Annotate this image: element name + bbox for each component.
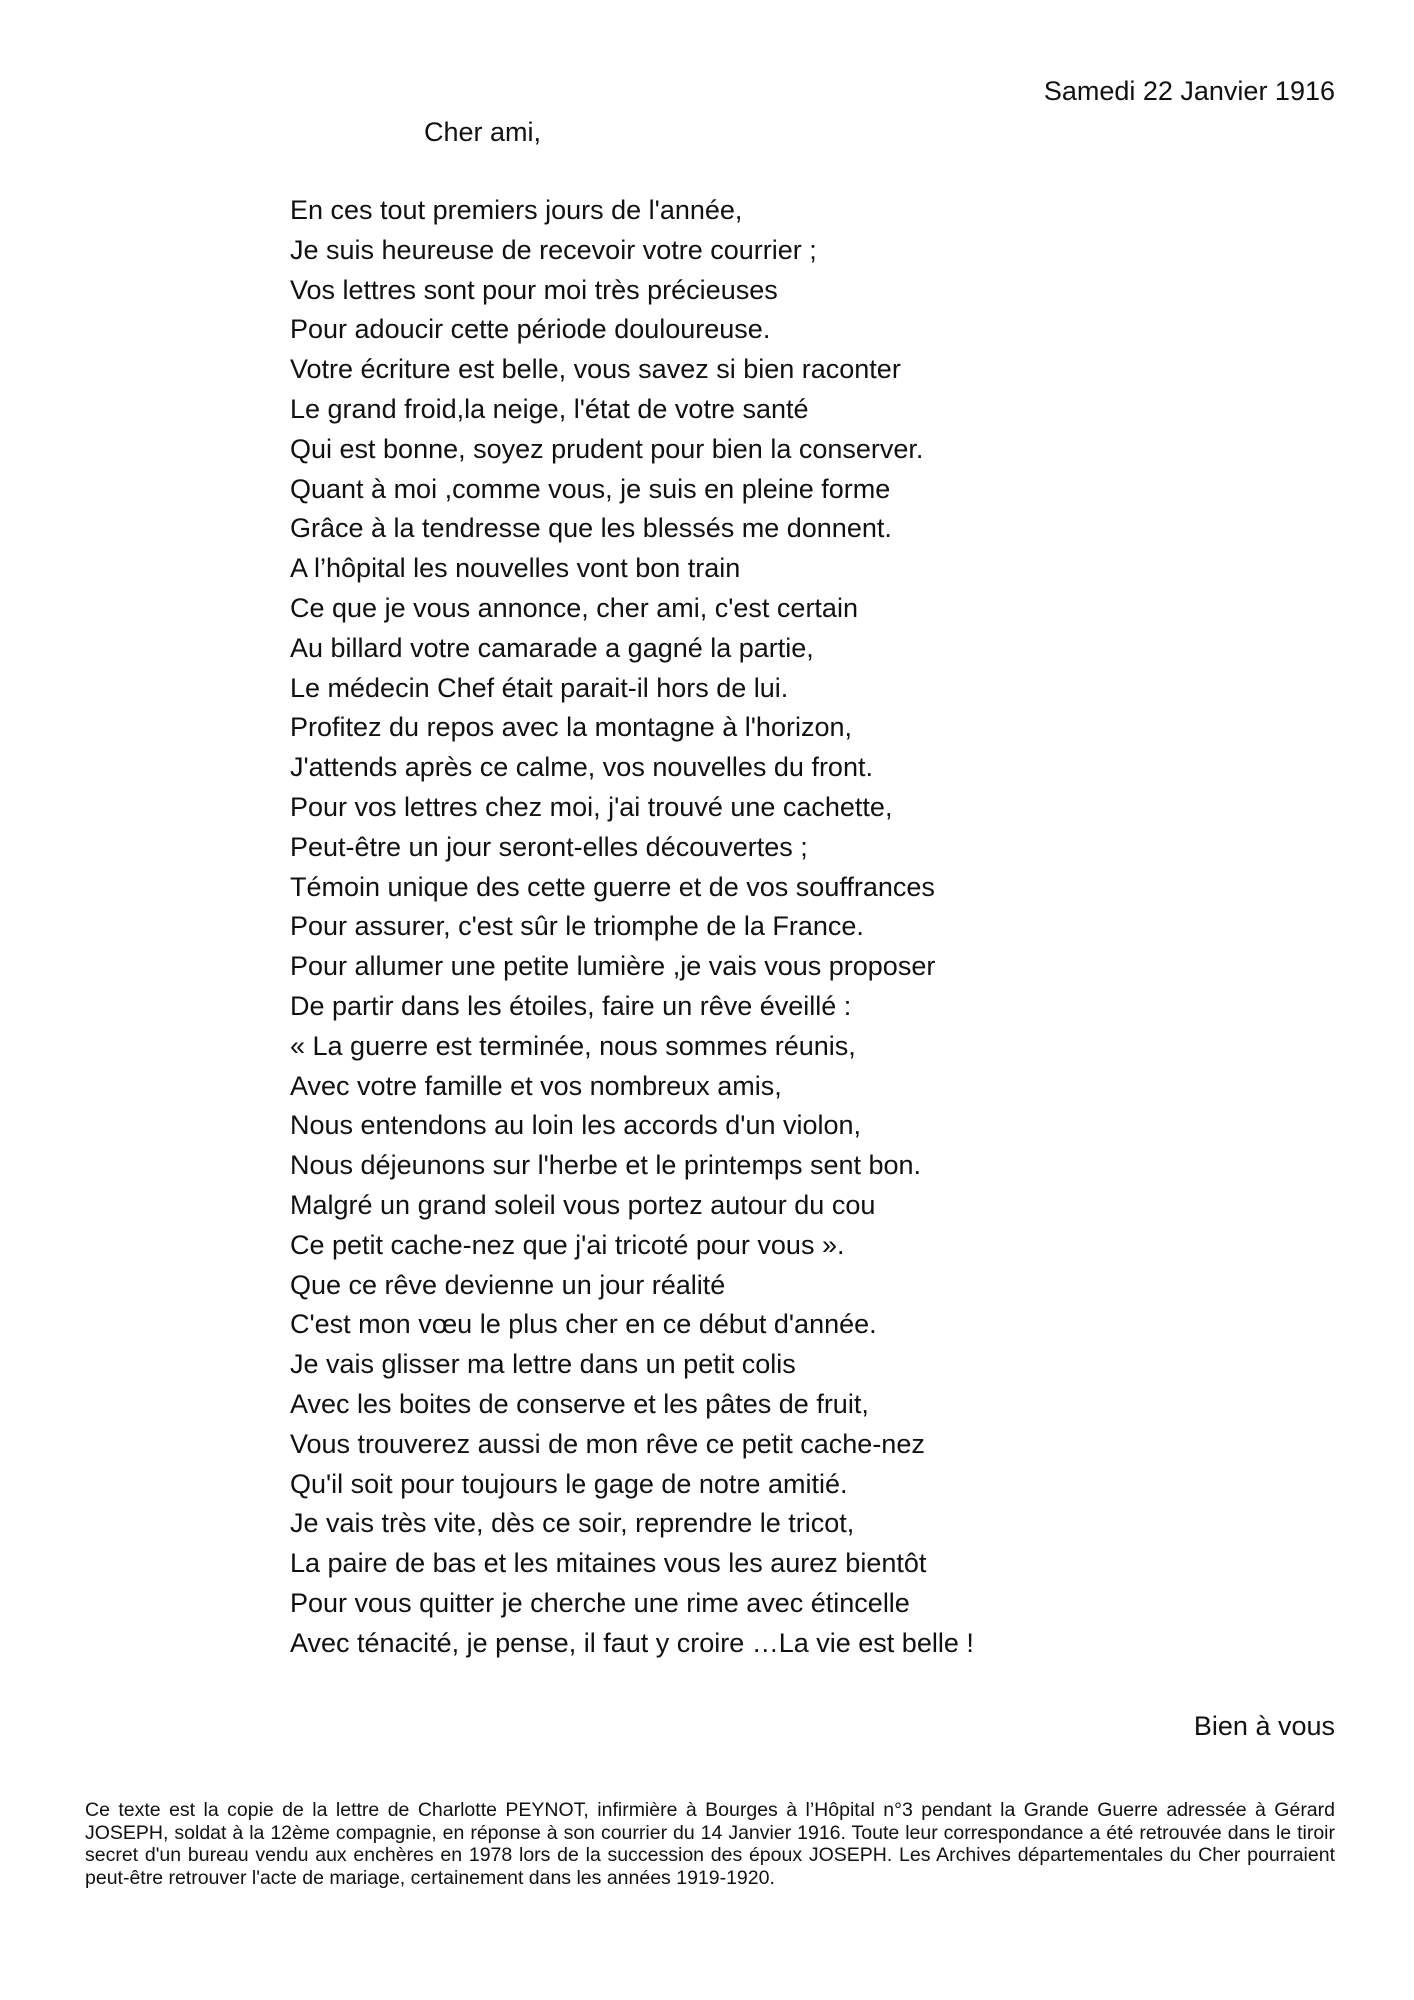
poem-line: Malgré un grand soleil vous portez autour du cou xyxy=(290,1189,876,1220)
poem-line: Nous déjeunons sur l'herbe et le printemps sent bon. xyxy=(290,1150,922,1181)
poem-line: Qui est bonne, soyez prudent pour bien la conserver. xyxy=(290,433,924,464)
poem-line: Que ce rêve devienne un jour réalité xyxy=(290,1269,726,1300)
poem-line: Avec votre famille et vos nombreux amis, xyxy=(290,1070,782,1101)
poem-line: Ce petit cache-nez que j'ai tricoté pour vous ». xyxy=(290,1229,845,1260)
poem-line: Profitez du repos avec la montagne à l'horizon, xyxy=(290,712,852,743)
poem-line: Témoin unique des cette guerre et de vos souffrances xyxy=(290,871,935,902)
poem-line: Quant à moi ,comme vous, je suis en pleine forme xyxy=(290,473,891,504)
poem-line: J'attends après ce calme, vos nouvelles du front. xyxy=(290,752,873,783)
letter-closing: Bien à vous xyxy=(1193,1711,1335,1741)
poem-line: En ces tout premiers jours de l'année, xyxy=(290,195,743,225)
poem-line: C'est mon vœu le plus cher en ce début d'année. xyxy=(290,1309,877,1340)
poem-line: Pour assurer, c'est sûr le triomphe de la France. xyxy=(290,911,864,942)
poem-line: Nous entendons au loin les accords d'un violon, xyxy=(290,1110,862,1141)
poem-line: Pour allumer une petite lumière ,je vais vous proposer xyxy=(290,951,936,982)
poem-line: Avec les boites de conserve et les pâtes de fruit, xyxy=(290,1388,869,1419)
salutation: Cher ami, xyxy=(424,117,542,147)
poem-line: Qu'il soit pour toujours le gage de notre amitié. xyxy=(290,1468,848,1499)
footnote: Ce texte est la copie de la lettre de Charlotte PEYNOT, infirmière à Bourges à l’Hôpital n°3 pendant la Grande Guerre adressée à Gérard JOSEPH, soldat à la 12ème compagnie, en réponse à son courrier du 14 Janvier 1916. Toute leur correspondance a été retrouvée dans le tiroir secret d'un bureau vendu aux enchères en 1978 lors de la succession des époux JOSEPH. Les Archives départementales du Cher pourraient peut-être retrouver l'acte de mariage, certainement dans les années 1919-1920. xyxy=(85,1799,1335,1889)
poem-line: Je vais glisser ma lettre dans un petit colis xyxy=(290,1349,796,1380)
poem-line: De partir dans les étoiles, faire un rêve éveillé : xyxy=(290,990,852,1021)
poem-line: Au billard votre camarade a gagné la partie, xyxy=(290,632,814,663)
poem-line: Je suis heureuse de recevoir votre courrier ; xyxy=(290,234,817,265)
poem-body xyxy=(290,191,974,1663)
poem-line: Vos lettres sont pour moi très précieuses xyxy=(290,274,778,305)
poem-line: Pour vous quitter je cherche une rime avec étincelle xyxy=(290,1587,910,1618)
poem-line: La paire de bas et les mitaines vous les aurez bientôt xyxy=(290,1548,927,1579)
poem-line: Grâce à la tendresse que les blessés me donnent. xyxy=(290,513,892,544)
poem-line: Pour vos lettres chez moi, j'ai trouvé une cachette, xyxy=(290,791,893,822)
poem-line: Vous trouverez aussi de mon rêve ce petit cache-nez xyxy=(290,1428,925,1459)
poem-line: A l’hôpital les nouvelles vont bon train xyxy=(290,553,741,584)
poem-line: Ce que je vous annonce, cher ami, c'est certain xyxy=(290,592,858,623)
letter-date: Samedi 22 Janvier 1916 xyxy=(1043,76,1335,106)
poem-line: Votre écriture est belle, vous savez si bien raconter xyxy=(290,354,901,385)
poem-line: « La guerre est terminée, nous sommes réunis, xyxy=(290,1030,856,1061)
poem-line: Le médecin Chef était parait-il hors de lui. xyxy=(290,672,789,703)
poem-line: Avec ténacité, je pense, il faut y croire …La vie est belle ! xyxy=(290,1627,974,1658)
poem-line: Le grand froid,la neige, l'état de votre santé xyxy=(290,393,809,424)
poem-line: Pour adoucir cette période douloureuse. xyxy=(290,314,771,345)
poem-line: Je vais très vite, dès ce soir, reprendre le tricot, xyxy=(290,1508,855,1539)
poem-line: Peut-être un jour seront-elles découvertes ; xyxy=(290,831,808,862)
